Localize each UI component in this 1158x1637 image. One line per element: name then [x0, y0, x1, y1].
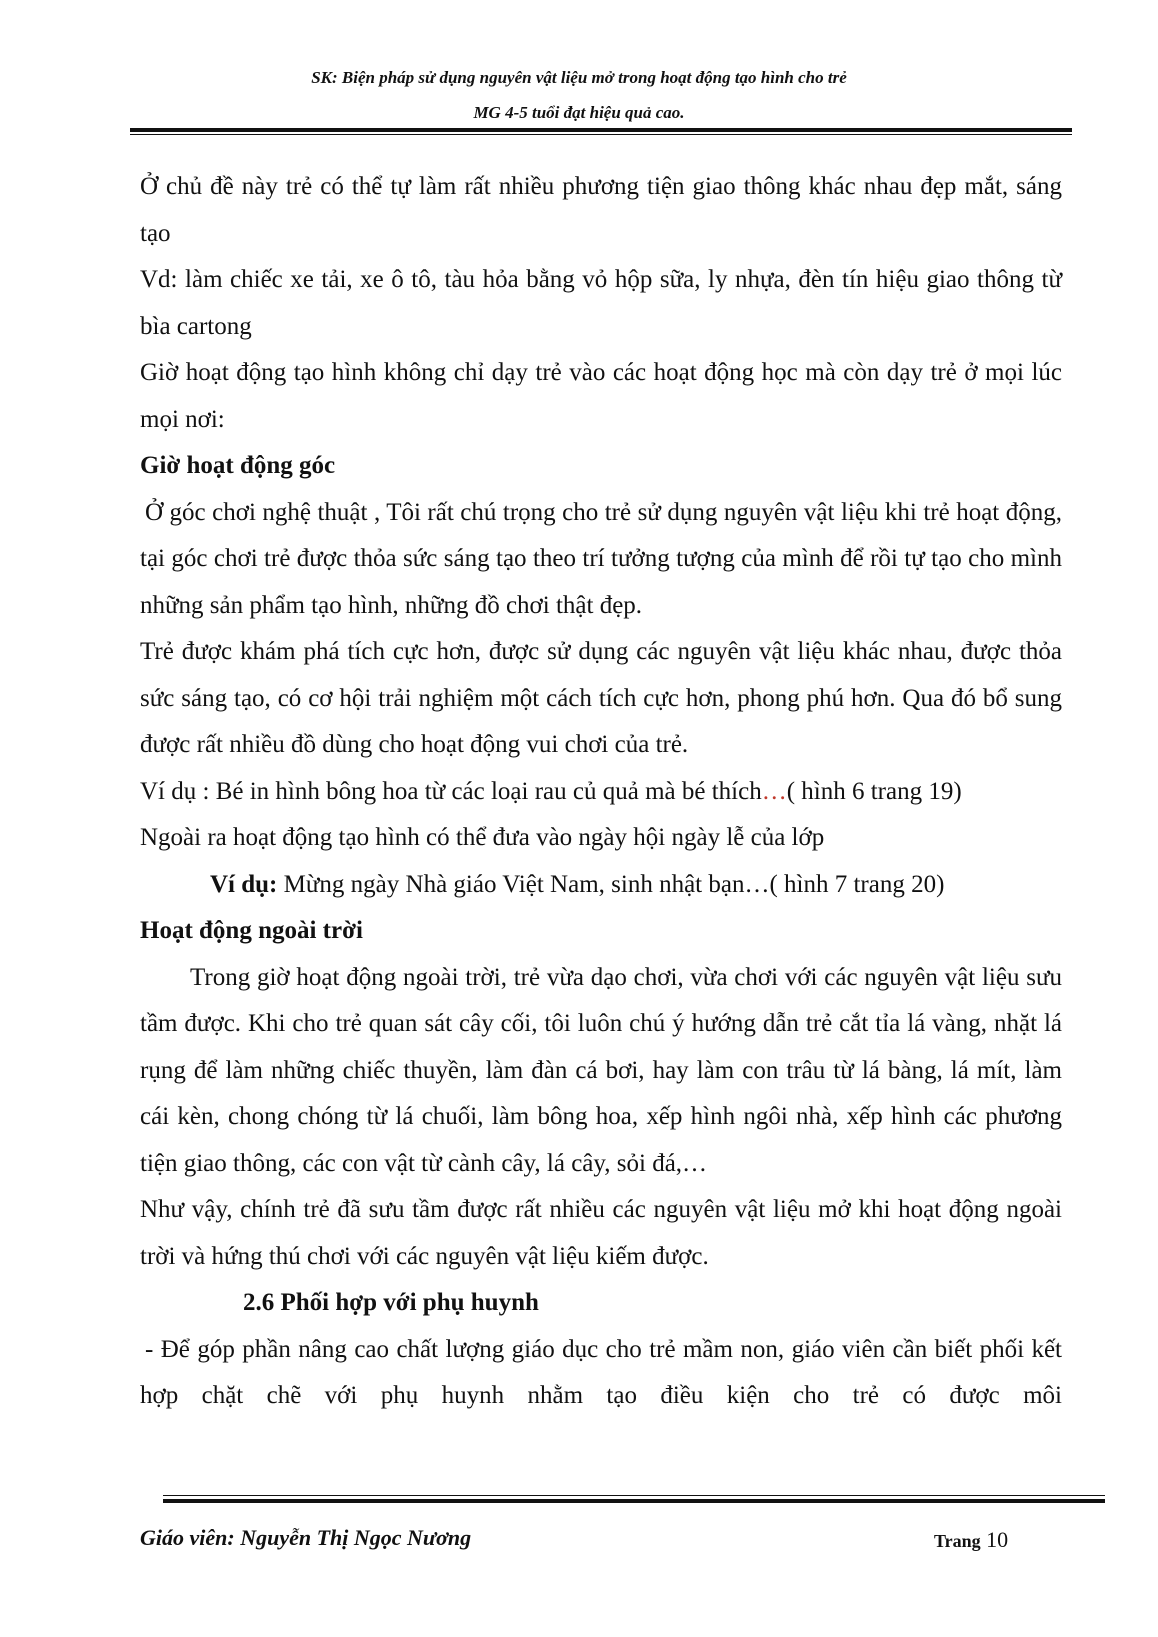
- document-body: [140, 164, 1062, 1420]
- footer-rule-thick: [163, 1499, 1105, 1503]
- header-title-line1: SK: Biện pháp sử dụng nguyên vật liệu mở trong hoạt động tạo hình cho trẻ: [311, 68, 847, 87]
- paragraph-4: Ở góc chơi nghệ thuật , Tôi rất chú trọng cho trẻ sử dụng nguyên vật liệu khi trẻ hoạt động, tại góc chơi trẻ được thỏa sức sáng tạo theo trí tưởng tượng của mình để rồi tự tạo cho mình những sản phẩm tạo hình, những đồ chơi thật đẹp.: [140, 498, 1062, 619]
- paragraph-11: - Để góp phần nâng cao chất lượng giáo dục cho trẻ mầm non, giáo viên cần biết phối kết hợp chặt chẽ với phụ huynh nhằm tạo điều kiện cho trẻ có được môi: [140, 1335, 1062, 1409]
- heading-goc: Giờ hoạt động góc: [140, 452, 336, 479]
- footer-rule-thin: [163, 1495, 1105, 1496]
- example-2-text: Mừng ngày Nhà giáo Việt Nam, sinh nhật bạn…( hình 7 trang 20): [277, 870, 945, 898]
- footer-page-label: Trang: [934, 1531, 981, 1551]
- example-text: Ví dụ : Bé in hình bông hoa từ các loại rau củ quả mà bé thích: [140, 777, 762, 805]
- example-ref: ( hình 6 trang 19): [786, 777, 962, 805]
- paragraph-8: [140, 862, 1062, 909]
- paragraph-5: Trẻ được khám phá tích cực hơn, được sử dụng các nguyên vật liệu khác nhau, được thỏa sức sáng tạo, có cơ hội trải nghiệm một cách tích cực hơn, phong phú hơn. Qua đó bổ sung được rất nhiều đồ dùng cho hoạt động vui chơi của trẻ.: [140, 638, 1062, 758]
- footer-page: [934, 1527, 1008, 1553]
- heading-phu-huynh: 2.6 Phối hợp với phụ huynh: [243, 1289, 539, 1316]
- paragraph-6: [140, 769, 1062, 816]
- paragraph-2: Vd: làm chiếc xe tải, xe ô tô, tàu hỏa bằng vỏ hộp sữa, ly nhựa, đèn tín hiệu giao thông từ bìa cartong: [140, 266, 1062, 340]
- footer-teacher: Giáo viên: Nguyễn Thị Ngọc Nương: [140, 1525, 472, 1550]
- example-ellipsis: …: [761, 777, 787, 805]
- paragraph-9: Trong giờ hoạt động ngoài trời, trẻ vừa dạo chơi, vừa chơi với các nguyên vật liệu sưu tầm được. Khi cho trẻ quan sát cây cối, tôi luôn chú ý hướng dẫn trẻ cắt tỉa lá vàng, nhặt lá rụng để làm những chiếc thuyền, làm đàn cá bơi, hay làm con trâu từ lá bàng, lá mít, làm cái kèn, chong chóng từ lá chuối, làm bông hoa, xếp hình ngôi nhà, xếp hình các phương tiện giao thông, các con vật từ cành cây, lá cây, sỏi đá,…: [140, 963, 1062, 1177]
- example-label: Ví dụ:: [210, 870, 278, 898]
- paragraph-1: Ở chủ đề này trẻ có thể tự làm rất nhiều phương tiện giao thông khác nhau đẹp mắt, sáng tạo: [140, 173, 1062, 247]
- header-rule-thin: [130, 134, 1072, 135]
- paragraph-3: Giờ hoạt động tạo hình không chỉ dạy trẻ vào các hoạt động học mà còn dạy trẻ ở mọi lúc mọi nơi:: [140, 359, 1062, 433]
- heading-ngoai-troi: Hoạt động ngoài trời: [140, 917, 363, 944]
- header-title-line2: MG 4-5 tuổi đạt hiệu quả cao.: [473, 103, 685, 122]
- footer-page-number: 10: [986, 1527, 1009, 1552]
- paragraph-10: Như vậy, chính trẻ đã sưu tầm được rất nhiều các nguyên vật liệu mở khi hoạt động ngoài trời và hứng thú chơi với các nguyên vật liệu kiếm được.: [140, 1196, 1062, 1270]
- paragraph-7: Ngoài ra hoạt động tạo hình có thể đưa vào ngày hội ngày lễ của lớp: [140, 824, 825, 851]
- header-rule-thick: [130, 128, 1072, 132]
